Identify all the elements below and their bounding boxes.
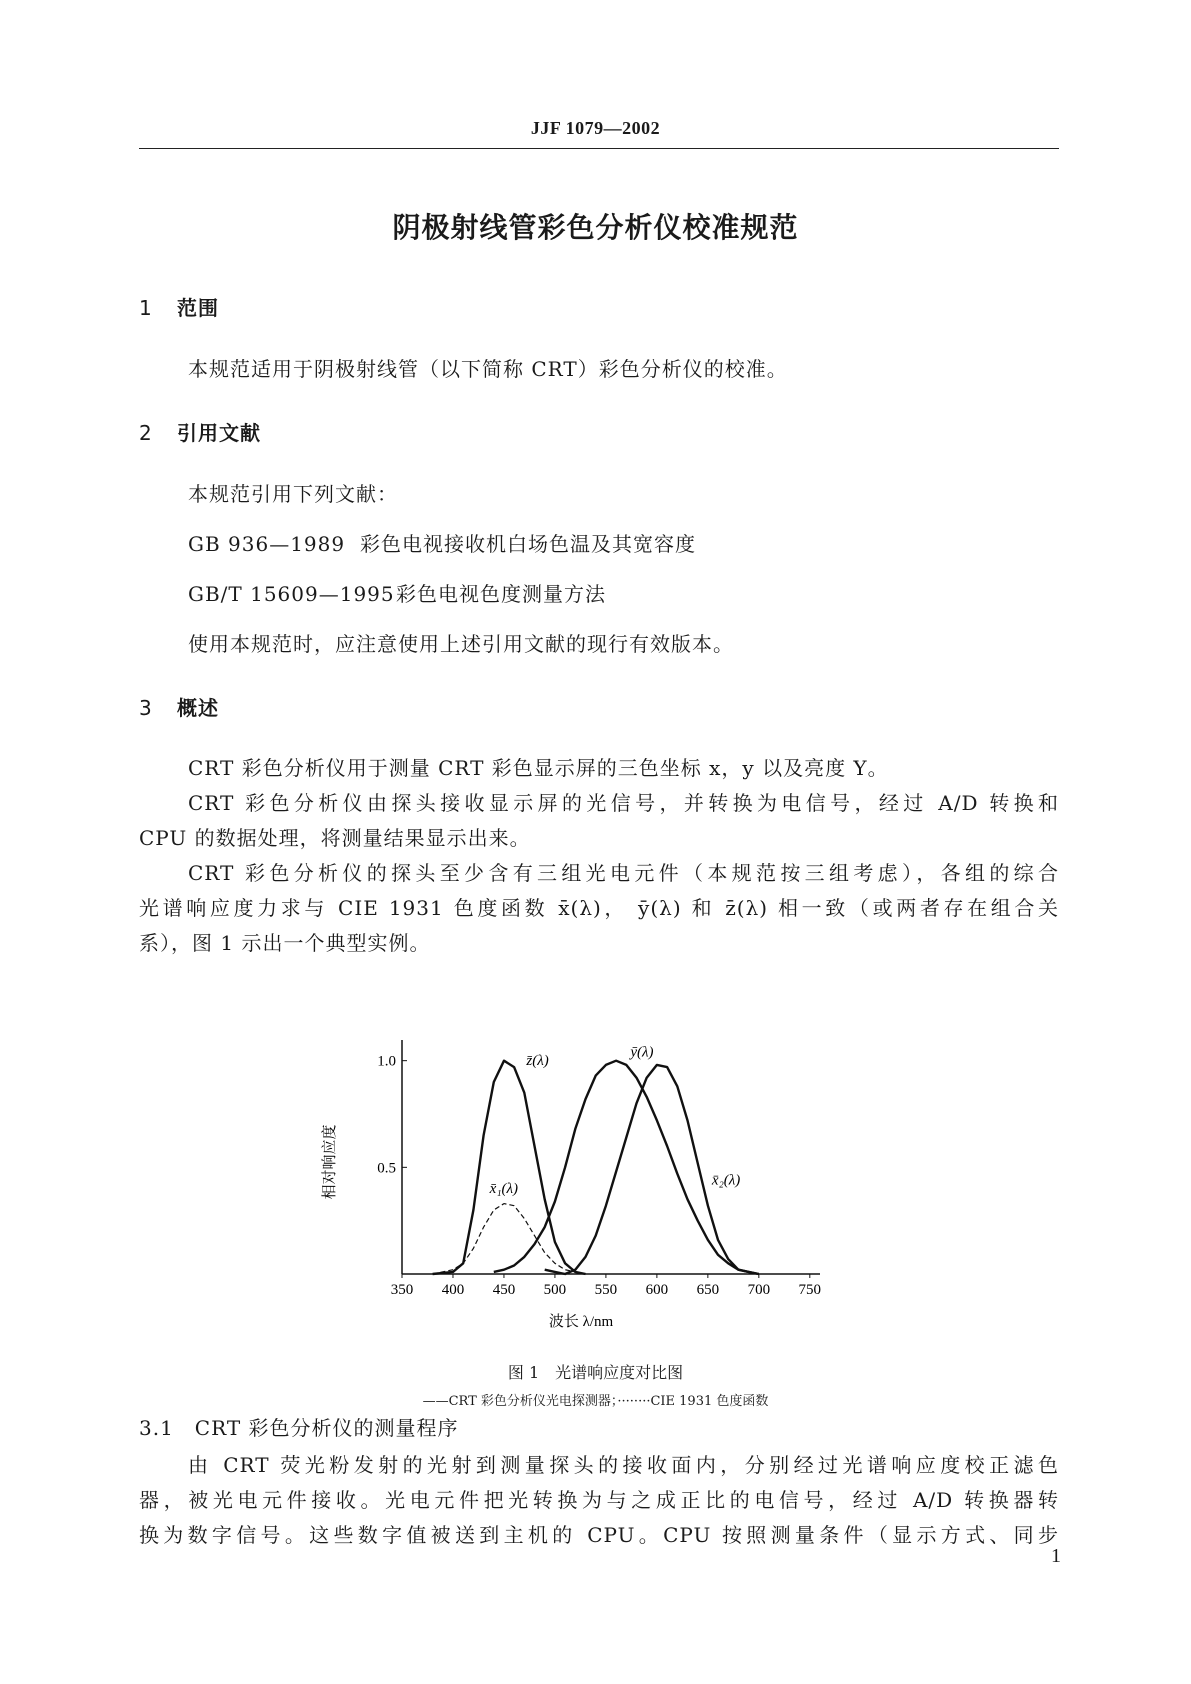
section-number: 2 bbox=[139, 421, 153, 445]
y-axis-label: 相对响应度 bbox=[322, 1124, 338, 1200]
spectral-response-chart bbox=[320, 1030, 840, 1340]
series-line bbox=[433, 1061, 586, 1274]
x-tick-label: 550 bbox=[594, 1282, 618, 1298]
s2-note: 使用本规范时，应注意使用上述引用文献的现行有效版本。 bbox=[188, 632, 734, 656]
s31-line-1: 由 CRT 荧光粉发射的光射到测量探头的接收面内，分别经过光谱响应度校正滤色 bbox=[188, 1453, 1059, 1477]
y-tick-label: 1.0 bbox=[377, 1053, 396, 1070]
s1-paragraph: 本规范适用于阴极射线管（以下简称 CRT）彩色分析仪的校准。 bbox=[188, 357, 788, 381]
page-number: 1 bbox=[1051, 1545, 1061, 1567]
x-tick-label: 700 bbox=[747, 1282, 771, 1298]
section-title: 概述 bbox=[177, 696, 219, 720]
figure-legend: ——CRT 彩色分析仪光电探测器；········CIE 1931 色度函数 bbox=[422, 1394, 769, 1409]
section-number: 3 bbox=[139, 696, 153, 720]
s3-paragraph-2-line-1: CRT 彩色分析仪由探头接收显示屏的光信号，并转换为电信号，经过 A/D 转换和 bbox=[188, 791, 1059, 815]
figure-caption: 图 1 光谱响应度对比图 bbox=[507, 1363, 684, 1382]
x-tick-label: 600 bbox=[645, 1282, 669, 1298]
s3-paragraph-3-line-1: CRT 彩色分析仪的探头至少含有三组光电元件（本规范按三组考虑），各组的综合 bbox=[188, 861, 1059, 885]
reference-title: 彩色电视色度测量方法 bbox=[396, 582, 606, 606]
x-tick-label: 750 bbox=[798, 1282, 822, 1298]
x-tick-label: 350 bbox=[390, 1282, 414, 1298]
x-tick-label: 400 bbox=[441, 1282, 465, 1298]
s3-paragraph-3-line-3: 系），图 1 示出一个典型实例。 bbox=[139, 931, 431, 955]
series-label: x̄₁(λ) bbox=[489, 1180, 519, 1197]
section-title: 引用文献 bbox=[177, 421, 261, 445]
reference-item bbox=[188, 578, 606, 607]
y-tick-label: 0.5 bbox=[377, 1160, 396, 1177]
reference-code: GB/T 15609—1995 bbox=[188, 582, 395, 606]
reference-title: 彩色电视接收机白场色温及其宽容度 bbox=[360, 532, 696, 556]
section-number: 1 bbox=[139, 296, 153, 320]
subsection-3-1-heading: 3.1 CRT 彩色分析仪的测量程序 bbox=[139, 1416, 459, 1440]
s3-paragraph-2-line-2: CPU 的数据处理，将测量结果显示出来。 bbox=[139, 826, 531, 850]
x-axis-label: 波长 λ/nm bbox=[548, 1314, 614, 1330]
s3-paragraph-3-line-2: 光谱响应度力求与 CIE 1931 色度函数 x̄(λ)， ȳ(λ) 和 z̄(λ) 相一致（或两者存在组合关 bbox=[139, 896, 1059, 920]
x-tick-label: 450 bbox=[492, 1282, 516, 1298]
x-tick-label: 650 bbox=[696, 1282, 720, 1298]
series-label: ȳ(λ) bbox=[630, 1044, 654, 1061]
reference-code: GB 936—1989 bbox=[188, 532, 346, 556]
series-label: z̄(λ) bbox=[526, 1052, 549, 1069]
s31-line-3: 换为数字信号。这些数字值被送到主机的 CPU。CPU 按照测量条件（显示方式、同步 bbox=[139, 1523, 1059, 1547]
series-label: x̄₂(λ) bbox=[711, 1172, 741, 1189]
x-tick-label: 500 bbox=[543, 1282, 567, 1298]
document-code: JJF 1079—2002 bbox=[530, 118, 661, 138]
section-title: 范围 bbox=[177, 296, 219, 320]
section-1-heading bbox=[139, 292, 219, 321]
section-3-heading bbox=[139, 692, 219, 721]
reference-item bbox=[188, 528, 696, 557]
s31-line-2: 器，被光电元件接收。光电元件把光转换为与之成正比的电信号，经过 A/D 转换器转 bbox=[139, 1488, 1059, 1512]
series-line bbox=[433, 1204, 586, 1274]
section-2-heading bbox=[139, 417, 261, 446]
series-line bbox=[545, 1065, 759, 1274]
document-title: 阴极射线管彩色分析仪校准规范 bbox=[392, 211, 799, 244]
s3-paragraph-1: CRT 彩色分析仪用于测量 CRT 彩色显示屏的三色坐标 x，y 以及亮度 Y。 bbox=[188, 756, 889, 780]
header-rule bbox=[139, 148, 1059, 149]
s2-intro: 本规范引用下列文献： bbox=[188, 482, 398, 506]
